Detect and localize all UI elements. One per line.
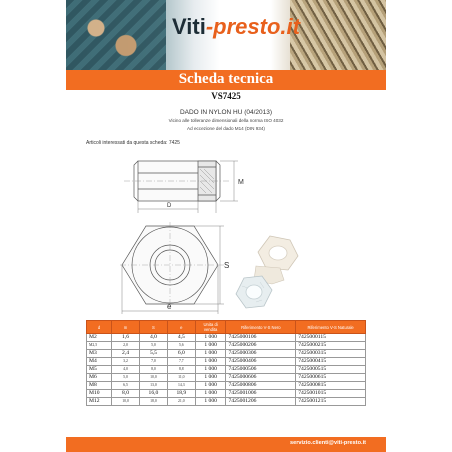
table-cell: 7425001015 (296, 390, 366, 398)
logo-text-main: Viti (172, 14, 206, 39)
table-cell: 7425000406 (226, 358, 296, 366)
logo-text-domain: -presto.it (205, 14, 300, 39)
product-title: DADO IN NYLON HU (04/2013) (179, 109, 273, 116)
table-cell: 1 000 (195, 382, 226, 390)
table-cell: 4,0 (140, 334, 168, 342)
col-header-e: e (167, 321, 195, 334)
contact-email-link[interactable]: servizio.clienti@viti-presto.it (289, 440, 366, 446)
table-cell: 1 000 (195, 342, 226, 350)
table-cell: 1 000 (195, 350, 226, 358)
table-cell: 7425000215 (296, 342, 366, 350)
nylon-nut-photo (232, 232, 304, 316)
table-cell: 16,0 (140, 390, 168, 398)
table-cell: 6,5 (112, 382, 140, 390)
table-cell: 18,9 (167, 390, 195, 398)
table-row (87, 334, 366, 342)
table-cell: 7425000815 (296, 382, 366, 390)
table-cell: M6 (87, 374, 112, 382)
table-cell: 2,0 (112, 342, 140, 350)
table-cell: 7425000415 (296, 358, 366, 366)
table-cell: 7425001215 (296, 398, 366, 406)
table-cell: 8,0 (140, 366, 168, 374)
col-header-sale-unit: Unita di vendita (195, 321, 226, 334)
table-cell: 2,4 (112, 350, 140, 358)
table-cell: 7,0 (140, 358, 168, 366)
table-cell: 1,6 (112, 334, 140, 342)
table-cell: M10 (87, 390, 112, 398)
brand-logo[interactable] (172, 14, 300, 44)
table-cell: 10,0 (140, 374, 168, 382)
table-cell: 7,7 (167, 358, 195, 366)
table-cell: 3,2 (112, 358, 140, 366)
table-cell: 5,0 (112, 374, 140, 382)
sheet-title: Scheda tecnica (178, 71, 274, 87)
table-cell: 8,0 (112, 390, 140, 398)
table-cell: M5 (87, 366, 112, 374)
table-cell: 7425001206 (226, 398, 296, 406)
table-cell: M2,5 (87, 342, 112, 350)
table-cell: 7425000315 (296, 350, 366, 358)
table-cell: 1 000 (195, 398, 226, 406)
table-cell: 7425001006 (226, 390, 296, 398)
table-cell: 5,6 (167, 342, 195, 350)
table-cell: 1 000 (195, 390, 226, 398)
table-cell: 7425000515 (296, 366, 366, 374)
table-row (87, 374, 366, 382)
table-row (87, 382, 366, 390)
col-header-s: S (140, 321, 168, 334)
table-cell: 8,8 (167, 366, 195, 374)
table-cell: 18,0 (140, 398, 168, 406)
related-articles: Articoli interessati da questa scheda: 7425 (86, 140, 180, 146)
footer-bar (66, 437, 386, 452)
nut-side-view-drawing (120, 153, 270, 215)
table-cell: 1 000 (195, 334, 226, 342)
table-cell: 5,0 (140, 342, 168, 350)
table-cell: 1 000 (195, 374, 226, 382)
table-cell: 4,5 (167, 334, 195, 342)
screws-photo (290, 0, 386, 70)
table-cell: 10,0 (112, 398, 140, 406)
table-cell: 7425000306 (226, 350, 296, 358)
datasheet-page (66, 0, 386, 452)
table-cell: M2 (87, 334, 112, 342)
table-row (87, 398, 366, 406)
table-cell: M3 (87, 350, 112, 358)
col-header-ref-natural: Riferimento V-S Naturale (296, 321, 366, 334)
table-cell: 1 000 (195, 366, 226, 374)
specifications-table (86, 320, 366, 406)
table-cell: 7425000806 (226, 382, 296, 390)
table-row (87, 342, 366, 350)
table-cell: 5,5 (140, 350, 168, 358)
table-cell: 11,0 (167, 374, 195, 382)
table-cell: 4,0 (112, 366, 140, 374)
table-cell: 13,0 (140, 382, 168, 390)
table-cell: 7425000506 (226, 366, 296, 374)
table-cell: 7425000615 (296, 374, 366, 382)
table-row (87, 350, 366, 358)
table-body (87, 334, 366, 406)
table-cell: 7425000206 (226, 342, 296, 350)
col-header-ref-black: Riferimento V-S Nero (226, 321, 296, 334)
table-cell: M12 (87, 398, 112, 406)
dim-label-d: D (167, 203, 172, 209)
col-header-m: m (112, 321, 140, 334)
nut-top-view-drawing (120, 222, 232, 318)
header-banner (66, 0, 386, 70)
table-cell: 7425000115 (296, 334, 366, 342)
dim-label-e: e (167, 302, 172, 311)
table-cell: 7425000606 (226, 374, 296, 382)
product-standard-note: Vicino alle tolleranze dimensionali della norma ISO 4032 (168, 118, 284, 123)
title-bar (66, 70, 386, 90)
table-cell: 21,0 (167, 398, 195, 406)
table-row (87, 358, 366, 366)
tools-photo (66, 0, 166, 70)
table-cell: 6,0 (167, 350, 195, 358)
table-row (87, 366, 366, 374)
table-cell: M8 (87, 382, 112, 390)
dim-label-s: S (224, 261, 230, 270)
product-exception-note: Ad eccezione del dado M14 (DIN 934) (187, 126, 265, 131)
table-cell: 1 000 (195, 358, 226, 366)
table-row (87, 390, 366, 398)
table-header-row (87, 321, 366, 334)
dim-label-m: M (238, 179, 244, 186)
table-cell: 7425000106 (226, 334, 296, 342)
table-cell: 14,3 (167, 382, 195, 390)
col-header-d: d (87, 321, 112, 334)
table-cell: M4 (87, 358, 112, 366)
product-code: VS7425 (211, 91, 241, 101)
